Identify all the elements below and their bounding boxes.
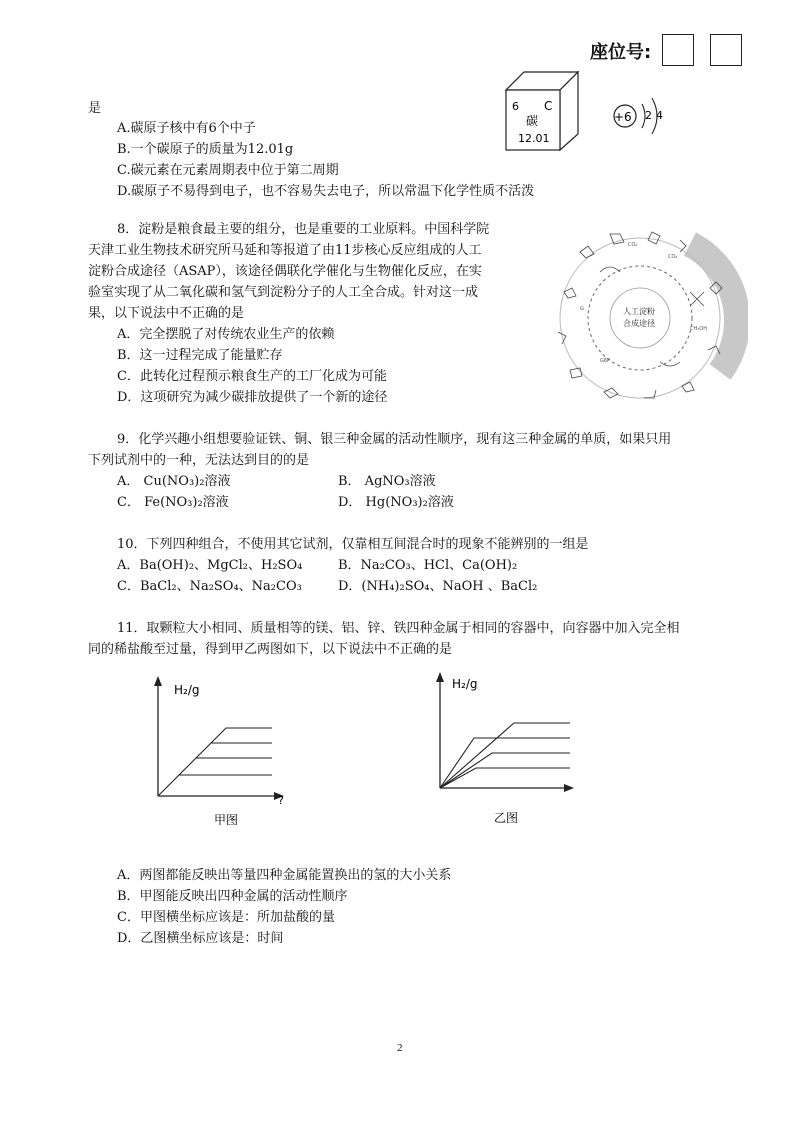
diagram-center-line-1: 人工淀粉 xyxy=(623,307,655,316)
seat-number-box-2[interactable] xyxy=(710,34,742,66)
q8-option-b: B．这一过程完成了能量贮存 xyxy=(117,348,283,363)
q11-stem-line-2: 同的稀盐酸至过量，得到甲乙两图如下，以下说法中不正确的是 xyxy=(88,642,453,657)
q7-stem-tail: 是 xyxy=(88,101,102,116)
svg-text:G: G xyxy=(580,306,584,312)
q7-option-b: B.一个碳原子的质量为12.01g xyxy=(117,142,294,157)
q9-stem-line-1: 9．化学兴趣小组想要验证铁、铜、银三种金属的活动性顺序，现有这三种金属的单质，如果只用 xyxy=(117,432,672,447)
q8-stem-line-1: 8．淀粉是粮食最主要的组分，也是重要的工业原料。中国科学院 xyxy=(117,222,490,237)
svg-text:CH₃OH: CH₃OH xyxy=(690,326,707,332)
q10-option-b: B．Na₂CO₃、HCl、Ca(OH)₂ xyxy=(338,558,518,573)
q9-option-a: A． Cu(NO₃)₂溶液 xyxy=(117,474,231,489)
q8-stem-line-3: 淀粉合成途径（ASAP），该途径偶联化学催化与生物催化反应，在实 xyxy=(88,264,482,279)
q11-option-c: C．甲图横坐标应该是：所加盐酸的量 xyxy=(117,910,335,925)
seat-number-label: 座位号: xyxy=(590,42,652,63)
element-number: 6 xyxy=(512,100,519,113)
element-symbol: C xyxy=(544,99,553,113)
graph-jia-xlabel: ? xyxy=(278,794,284,807)
q8-stem-line-5: 果，以下说法中不正确的是 xyxy=(88,306,245,321)
seat-number-box-1[interactable] xyxy=(662,34,694,66)
graph-yi-caption: 乙图 xyxy=(494,811,519,825)
element-name: 碳 xyxy=(526,114,539,128)
svg-text:CO₂: CO₂ xyxy=(668,254,678,260)
q9-option-d: D． Hg(NO₃)₂溶液 xyxy=(338,495,454,510)
graph-jia-caption: 甲图 xyxy=(214,813,239,827)
asap-pathway-diagram xyxy=(540,222,748,412)
svg-text:G6P: G6P xyxy=(600,358,611,364)
carbon-atom-diagram xyxy=(610,94,674,140)
q9-option-c: C． Fe(NO₃)₂溶液 xyxy=(117,495,229,510)
q8-option-d: D．这项研究为减少碳排放提供了一个新的途径 xyxy=(117,390,388,405)
q11-option-a: A．两图都能反映出等量四种金属能置换出的氢的大小关系 xyxy=(117,868,452,883)
q8-option-c: C．此转化过程预示粮食生产的工厂化成为可能 xyxy=(117,369,387,384)
q11-option-d: D．乙图横坐标应该是：时间 xyxy=(117,931,284,946)
element-mass: 12.01 xyxy=(518,132,550,145)
graph-yi-ylabel: H₂/g xyxy=(452,677,478,691)
svg-text:CO₂: CO₂ xyxy=(628,242,638,248)
q9-stem-line-2: 下列试剂中的一种，无法达到目的的是 xyxy=(88,453,310,468)
q10-stem: 10．下列四种组合，不使用其它试剂，仅靠相互间混合时的现象不能辨别的一组是 xyxy=(117,537,589,552)
q7-option-a: A.碳原子核中有6个中子 xyxy=(117,121,256,136)
q7-option-c: C.碳元素在元素周期表中位于第二周期 xyxy=(117,163,339,178)
graph-jia-ylabel: H₂/g xyxy=(174,683,200,697)
q9-option-b: B． AgNO₃溶液 xyxy=(338,474,436,489)
periodic-table-cell xyxy=(502,68,582,152)
diagram-center-line-2: 合成途径 xyxy=(623,319,655,328)
q11-stem-line-1: 11．取颗粒大小相同、质量相等的镁、铝、锌、铁四种金属于相同的容器中，向容器中加入完全相 xyxy=(117,621,680,636)
nucleus-charge: +6 xyxy=(614,110,632,124)
q10-option-d: D．(NH₄)₂SO₄、NaOH 、BaCl₂ xyxy=(338,579,538,594)
shell-2-electrons: 4 xyxy=(656,109,663,122)
graph-jia xyxy=(150,672,300,832)
q8-option-a: A．完全摆脱了对传统农业生产的依赖 xyxy=(117,327,335,342)
q8-stem-line-2: 天津工业生物技术研究所马延和等报道了由11步核心反应组成的人工 xyxy=(88,243,482,258)
page-number: 2 xyxy=(397,1042,403,1054)
shell-1-electrons: 2 xyxy=(645,109,652,122)
q10-option-c: C．BaCl₂、Na₂SO₄、Na₂CO₃ xyxy=(117,579,302,594)
q10-option-a: A．Ba(OH)₂、MgCl₂、H₂SO₄ xyxy=(117,558,303,573)
q11-option-b: B．甲图能反映出四种金属的活动性顺序 xyxy=(117,889,348,904)
q7-option-d: D.碳原子不易得到电子，也不容易失去电子，所以常温下化学性质不活泼 xyxy=(117,184,535,199)
graph-yi xyxy=(432,666,582,826)
q8-stem-line-4: 验室实现了从二氧化碳和氢气到淀粉分子的人工全合成。针对这一成 xyxy=(88,285,479,300)
